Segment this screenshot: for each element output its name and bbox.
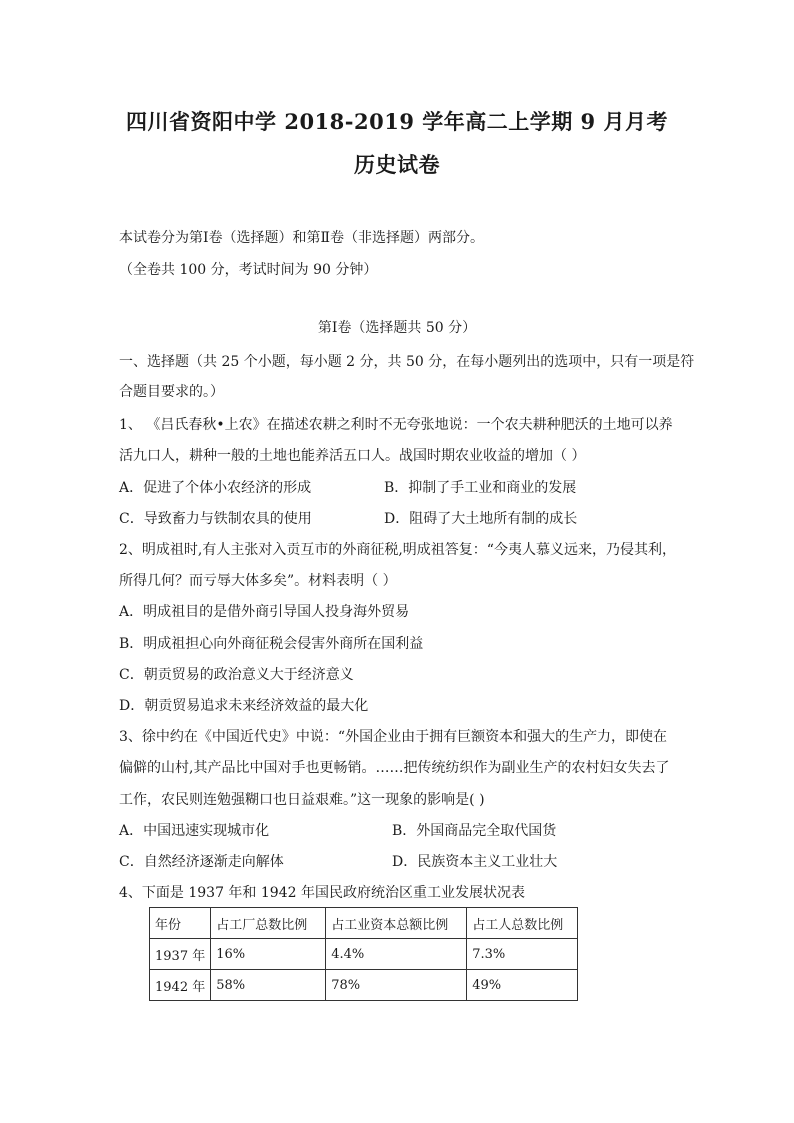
question-3-option-d: D．民族资本主义工业壮大 (392, 854, 558, 870)
table-cell: 4.4% (326, 939, 467, 970)
question-2-option-c: C．朝贡贸易的政治意义大于经济意义 (119, 667, 354, 683)
question-2-stem-cont: 所得几何？而亏辱大体多矣”。材料表明（ ） (119, 573, 397, 589)
question-2-option-a: A．明成祖目的是借外商引导国人投身海外贸易 (119, 604, 410, 620)
section-instruction-cont: 合题目要求的。） (119, 384, 224, 400)
intro-line: 本试卷分为第Ⅰ卷（选择题）和第Ⅱ卷（非选择题）两部分。 (119, 230, 485, 246)
question-2-stem: 2、明成祖时,有人主张对入贡互市的外商征税,明成祖答复：“今夷人慕义远来，乃侵其利， (119, 542, 676, 558)
table-cell: 78% (326, 970, 467, 1001)
question-1-option-d: D．阻碍了大土地所有制的成长 (384, 511, 578, 527)
table-cell: 58% (211, 970, 326, 1001)
question-3-option-b: B．外国商品完全取代国货 (392, 823, 557, 839)
exam-title: 四川省资阳中学 2018-2019 学年高二上学期 9 月月考 (126, 109, 668, 134)
industry-table (149, 907, 578, 1001)
table-cell: 1937 年 (150, 939, 211, 970)
question-1-option-b: B．抑制了手工业和商业的发展 (384, 480, 577, 496)
question-3-stem: 3、徐中约在《中国近代史》中说：“外国企业由于拥有巨额资本和强大的生产力，即使在 (119, 729, 668, 745)
table-cell: 49% (467, 970, 578, 1001)
table-cell: 1942 年 (150, 970, 211, 1001)
question-1-stem-cont: 活九口人，耕种一般的土地也能养活五口人。战国时期农业收益的增加（ ） (119, 448, 586, 464)
table-header-cell: 占工业资本总额比例 (326, 908, 467, 939)
question-1-option-a: A．促进了个体小农经济的形成 (119, 480, 312, 496)
table-cell: 16% (211, 939, 326, 970)
table-header-row (150, 908, 578, 939)
table-cell: 7.3% (467, 939, 578, 970)
question-3-stem-cont: 偏僻的山村,其产品比中国对手也更畅销。……把传统纺织作为副业生产的农村妇女失去了 (119, 760, 670, 776)
question-1-stem: 1、 《吕氏春秋•上农》在描述农耕之利时不无夸张地说：一个农夫耕种肥沃的土地可以养 (119, 417, 673, 433)
section-instruction: 一、选择题（共 25 个小题，每小题 2 分，共 50 分，在每小题列出的选项中，只有一项是符 (119, 354, 695, 370)
table-row (150, 970, 578, 1001)
exam-subtitle: 历史试卷 (354, 152, 440, 177)
question-3-stem-end: 工作，农民则连勉强糊口也日益艰难。”这一现象的影响是( ) (119, 792, 485, 808)
question-3-option-a: A．中国迅速实现城市化 (119, 823, 270, 839)
table-header-cell: 占工厂总数比例 (211, 908, 326, 939)
table-row (150, 939, 578, 970)
section-heading: 第Ⅰ卷（选择题共 50 分） (317, 320, 477, 336)
question-1-option-c: C．导致畜力与铁制农具的使用 (119, 511, 312, 527)
question-3-option-c: C．自然经济逐渐走向解体 (119, 854, 284, 870)
table-header-cell: 年份 (150, 908, 211, 939)
question-2-option-d: D．朝贡贸易追求未来经济效益的最大化 (119, 698, 369, 714)
table-header-cell: 占工人总数比例 (467, 908, 578, 939)
question-2-option-b: B．明成祖担心向外商征税会侵害外商所在国利益 (119, 636, 424, 652)
question-4-stem: 4、下面是 1937 年和 1942 年国民政府统治区重工业发展状况表 (119, 885, 525, 901)
intro-duration: （全卷共 100 分，考试时间为 90 分钟） (119, 262, 378, 278)
